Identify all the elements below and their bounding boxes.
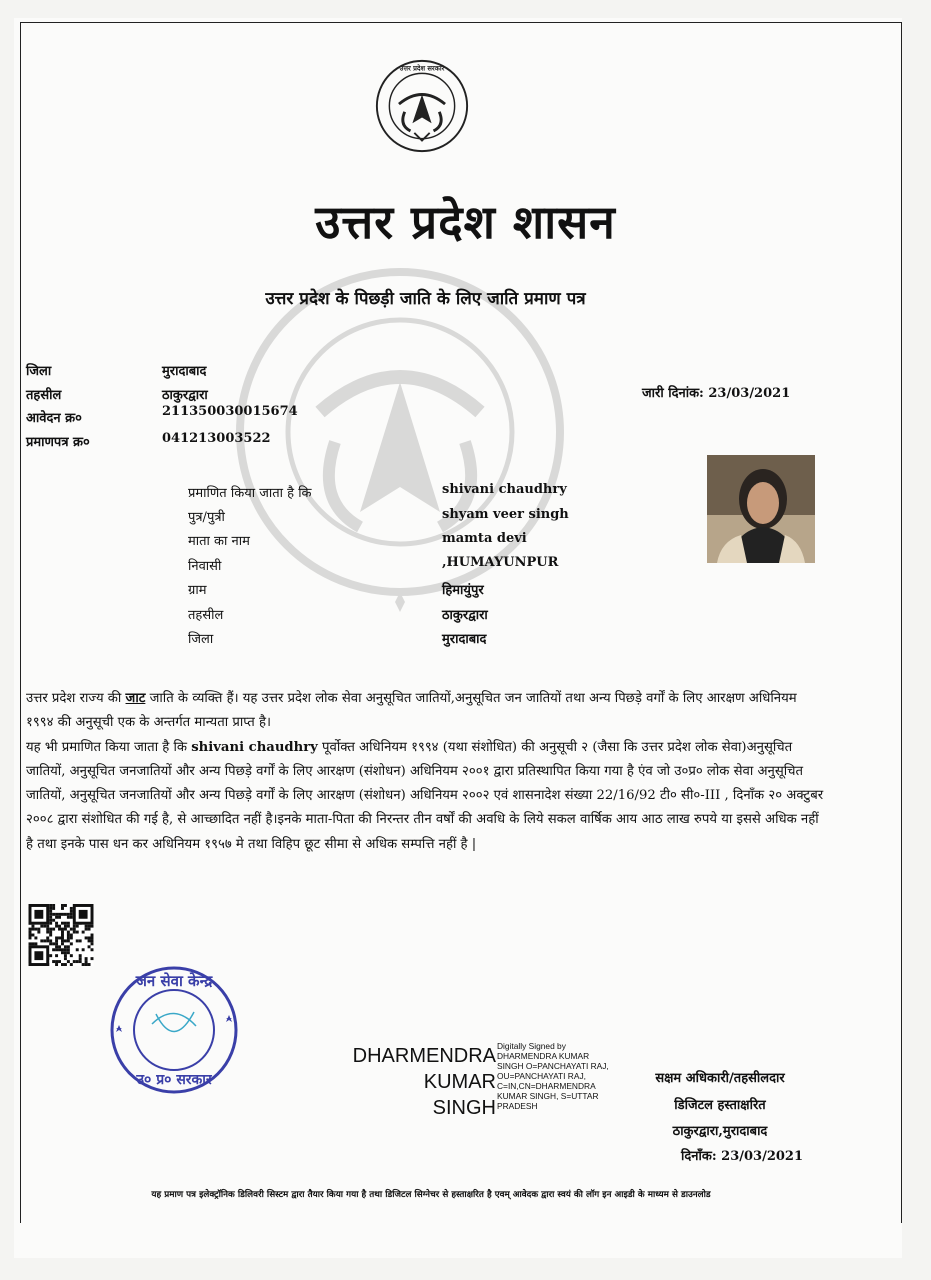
digital-signature-details: Digitally Signed by DHARMENDRA KUMAR SINGH O=PANCHAYATI RAJ, OU=PANCHAYATI RAJ, C=IN,CN=DHARMENDRA KUMAR SINGH, S=UTTAR PRADESH — [497, 1041, 609, 1111]
certificate-number-value: 041213003522 — [162, 431, 271, 446]
jan-seva-kendra-stamp-icon — [104, 962, 244, 1097]
tehsil-value: ठाकुरद्वारा — [162, 388, 208, 403]
application-number-value: 211350030015674 — [162, 404, 298, 419]
authority-title: सक्षम अधिकारी/तहसीलदार — [655, 1071, 785, 1086]
tehsil-label: तहसील — [26, 388, 62, 403]
detail-value-father: shyam veer singh — [442, 507, 569, 522]
detail-label-tehsil: तहसील — [188, 608, 224, 623]
certificate-number-label: प्रमाणपत्र क्र० — [26, 435, 90, 450]
body-paragraph-2 — [26, 736, 826, 857]
body-p2-end: पूर्वोक्त अधिनियम १९९४ (यथा संशोधित) की अनुसूची २ (जैसा कि उत्तर प्रदेश लोक सेवा)अनुसूचित जातियों, अनुसूचित जनजातियों और अन्य पिछड़े वर्गों के लिए आरक्षण (संशोधन) अधिनियम २००१ द्वारा प्रतिस्थापित किया गया है एंव जो उ०प्र० लोक सेवा अनुसूचित जातियों, अनुसूचित जनजातियों और अन्य पिछड़े वर्गों के लिए आरक्षण (संशोधन) अधिनियम २००२ एवं शासनादेश संख्या 22/16/92 टी० सी०-III , दिनाँक २० अक्टुबर २००८ द्वारा संशोधित की गई है, से आच्छादित नहीं है।इनके माता-पिता की निरन्तर तीन वर्षों की अवधि के लिये सकल वार्षिक आय आठ लाख रुपये या इससे अधिक नहीं है तथा इनके पास धन कर अधिनियम १९५७ मे तथा विहिप छूट सीमा से अधिक सम्पत्ति नहीं है | — [26, 739, 824, 852]
government-title: उत्तर प्रदेश शासन — [315, 195, 616, 249]
caste-name: जाट — [125, 691, 146, 706]
district-label: जिला — [26, 364, 52, 379]
signature-line-1: DHARMENDRA — [352, 1045, 496, 1067]
up-government-emblem-icon — [374, 58, 470, 154]
detail-label-son-daughter: पुत्र/पुत्री — [188, 510, 225, 525]
footer-note: यह प्रमाण पत्र इलेक्ट्रॉनिक डिलिवरी सिस्टम द्वारा तैयार किया गया है तथा डिजिटल सिग्नेचर से हस्ताक्षरित है एवम् आवेदक द्वारा स्वयं की लॉग इन आइडी के माध्यम से डाउनलोड — [151, 1190, 711, 1200]
authority-place: ठाकुरद्वारा,मुरादाबाद — [672, 1124, 768, 1139]
signature-line-2: KUMAR — [423, 1071, 496, 1093]
stamp-top-text: जन सेवा केन्द्र — [135, 972, 213, 990]
applicant-photo-image — [707, 455, 815, 563]
qr-code-icon[interactable] — [28, 904, 94, 966]
body-applicant-name: shivani chaudhry — [191, 739, 318, 755]
authority-date: दिनाँक: 23/03/2021 — [680, 1149, 804, 1164]
authority-signed: डिजिटल हस्ताक्षरित — [674, 1098, 766, 1113]
body-p1-start: उत्तर प्रदेश राज्य की — [26, 691, 126, 706]
issue-date: जारी दिनांक: 23/03/2021 — [642, 386, 791, 401]
detail-label-resident: निवासी — [188, 559, 222, 574]
applicant-photo — [707, 455, 815, 563]
detail-label-village: ग्राम — [188, 583, 207, 598]
digital-signature-name — [334, 1043, 496, 1121]
detail-label-district: जिला — [188, 632, 214, 647]
detail-value-village: हिमायुंपुर — [442, 583, 484, 598]
detail-label-certified: प्रमाणित किया जाता है कि — [188, 486, 312, 501]
body-p2-start: यह भी प्रमाणित किया जाता है कि — [26, 739, 192, 755]
detail-value-tehsil: ठाकुरद्वारा — [442, 608, 488, 623]
body-paragraph-1 — [26, 687, 826, 736]
detail-value-district: मुरादाबाद — [442, 632, 487, 647]
detail-value-resident: ,HUMAYUNPUR — [442, 555, 559, 570]
certificate-body — [26, 687, 826, 857]
application-number-label: आवेदन क्र० — [26, 411, 82, 426]
emblem-watermark-icon — [230, 262, 570, 662]
detail-value-name: shivani chaudhry — [442, 482, 567, 497]
detail-value-mother: mamta devi — [442, 531, 527, 546]
certificate-title: उत्तर प्रदेश के पिछड़ी जाति के लिए जाति प्रमाण पत्र — [265, 289, 586, 309]
detail-label-mother: माता का नाम — [188, 534, 250, 549]
emblem-text: उत्तर प्रदेश सरकार — [399, 64, 445, 73]
district-value: मुरादाबाद — [162, 364, 207, 379]
body-p1-end: जाति के व्यक्ति हैं। यह उत्तर प्रदेश लोक सेवा अनुसूचित जातियों,अनुसूचित जन जातियों तथा अन्य पिछड़े वर्गों के लिए आरक्षण अधिनियम १९९४ की अनुसूची एक के अन्तर्गत मान्यता प्राप्त है। — [26, 691, 797, 731]
signature-line-3: SINGH — [432, 1097, 496, 1119]
stamp-bottom-text: उ० प्र० सरकार — [136, 1072, 212, 1088]
